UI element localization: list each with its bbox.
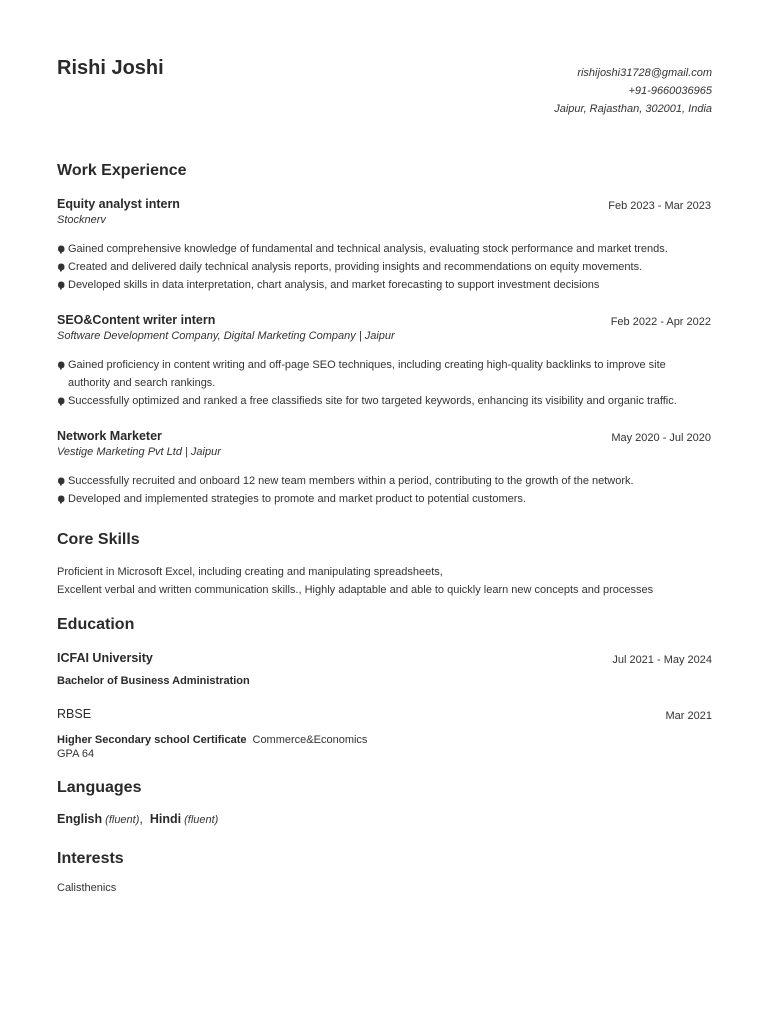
bullet-icon (57, 245, 65, 254)
bullet-icon (57, 397, 65, 406)
education-institution: RBSE (57, 707, 92, 721)
job-title: Network Marketer (57, 429, 162, 443)
job-dates: May 2020 - Jul 2020 (611, 432, 711, 444)
bullet-icon (57, 477, 65, 486)
language-name: English (57, 812, 103, 826)
job-company: Software Development Company, Digital Marketing Company | Jaipur (57, 330, 395, 342)
job-entry (57, 313, 711, 410)
skills-line: Proficient in Microsoft Excel, including creating and manipulating spreadsheets, (57, 566, 443, 578)
contact-phone: +91-9660036965 (628, 85, 712, 97)
bullet-icon (57, 281, 65, 290)
bullet-text: Gained comprehensive knowledge of fundamental and technical analysis, evaluating stock performance and market trends. (68, 243, 668, 255)
candidate-name: Rishi Joshi (57, 57, 164, 79)
bullet-text: Developed skills in data interpretation, chart analysis, and market forecasting to support investment decisions (68, 279, 600, 291)
skills-line: Excellent verbal and written communication skills., Highly adaptable and able to quickly learn new concepts and processes (57, 584, 654, 596)
language-level: (fluent) (184, 814, 219, 826)
bullet-text: Developed and implemented strategies to promote and market product to potential customers. (68, 493, 526, 505)
education-entry (57, 707, 712, 760)
section-title-skills: Core Skills (57, 531, 140, 548)
bullet-text: Successfully recruited and onboard 12 new team members within a period, contributing to the growth of the network. (68, 475, 634, 487)
section-title-interests: Interests (57, 850, 124, 867)
education-institution: ICFAI University (57, 651, 153, 665)
bullet-item (57, 392, 711, 410)
job-title: Equity analyst intern (57, 197, 180, 211)
bullet-text: Created and delivered daily technical analysis reports, providing insights and recommendations on equity movements. (68, 261, 643, 273)
bullet-text: Gained proficiency in content writing and off-page SEO techniques, including creating high-quality backlinks to improve site authority and search rankings. (68, 359, 666, 389)
section-title-education: Education (57, 616, 135, 633)
education-dates: Jul 2021 - May 2024 (612, 654, 712, 666)
job-bullets (57, 356, 711, 410)
job-company: Stocknerv (57, 214, 106, 226)
contact-location: Jaipur, Rajasthan, 302001, India (554, 103, 712, 115)
section-title-work: Work Experience (57, 162, 187, 179)
bullet-icon (57, 361, 65, 370)
education-degree: Higher Secondary school Certificate (57, 734, 247, 746)
education-gpa: GPA 64 (57, 748, 95, 760)
language-name: Hindi (149, 812, 182, 826)
skills-text (57, 563, 653, 599)
bullet-item (57, 276, 711, 294)
job-entry (57, 429, 711, 508)
languages-list (57, 812, 218, 826)
job-bullets (57, 240, 711, 294)
education-dates: Mar 2021 (665, 710, 712, 722)
interests-text: Calisthenics (57, 882, 117, 894)
bullet-item (57, 490, 711, 508)
job-dates: Feb 2023 - Mar 2023 (608, 200, 711, 212)
education-field: Commerce&Economics (252, 734, 368, 746)
job-title: SEO&Content writer intern (57, 313, 216, 327)
bullet-icon (57, 495, 65, 504)
education-degree: Bachelor of Business Administration (57, 675, 250, 687)
bullet-text: Successfully optimized and ranked a free classifieds site for two targeted keywords, enhancing its visibility and organic traffic. (68, 395, 677, 407)
education-degree-row (57, 730, 712, 748)
contact-block (554, 64, 712, 118)
bullet-item (57, 258, 711, 276)
job-entry (57, 197, 711, 294)
job-dates: Feb 2022 - Apr 2022 (610, 316, 711, 328)
contact-email: rishijoshi31728@gmail.com (577, 67, 712, 79)
job-company: Vestige Marketing Pvt Ltd | Jaipur (57, 446, 221, 458)
job-bullets (57, 472, 711, 508)
education-entry (57, 651, 712, 687)
bullet-item (57, 356, 711, 392)
language-separator: , (139, 812, 143, 826)
language-level: (fluent) (105, 814, 140, 826)
section-title-languages: Languages (57, 779, 142, 796)
bullet-icon (57, 263, 65, 272)
bullet-item (57, 240, 711, 258)
bullet-item (57, 472, 711, 490)
